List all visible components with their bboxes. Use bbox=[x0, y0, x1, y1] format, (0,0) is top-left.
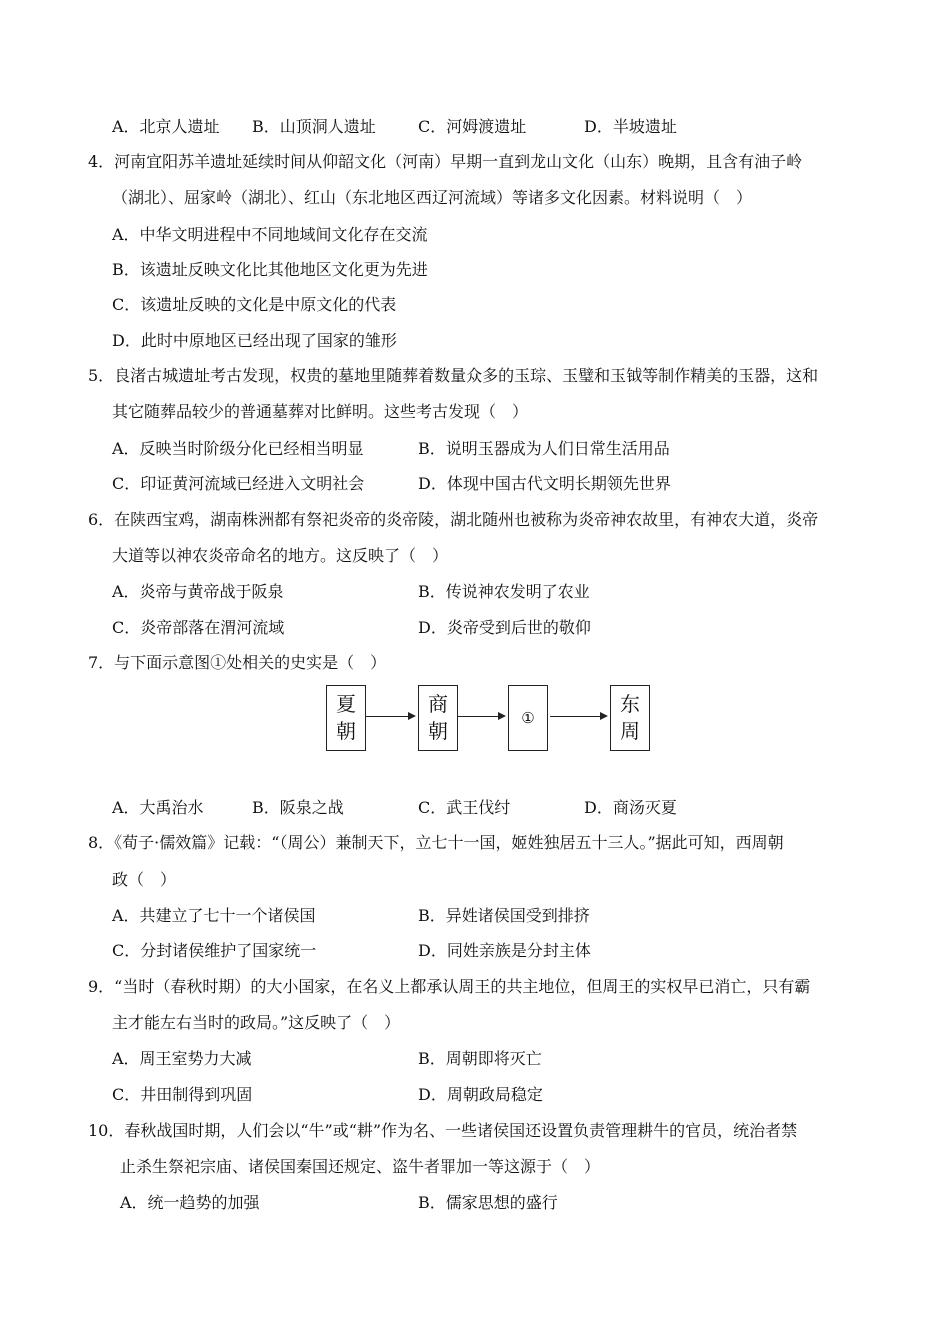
q5-option-c[interactable]: C．印证黄河流域已经进入文明社会 bbox=[112, 474, 365, 493]
q4-stem-line-1: 4．河南宜阳苏羊遗址延续时间从仰韶文化（河南）早期一直到龙山文化（山东）晚期，且含有油子岭 bbox=[88, 152, 803, 171]
q5-option-d[interactable]: D．体现中国古代文明长期领先世界 bbox=[418, 474, 671, 493]
q5-option-b[interactable]: B．说明玉器成为人们日常生活用品 bbox=[418, 439, 670, 458]
q10-option-b[interactable]: B．儒家思想的盛行 bbox=[418, 1193, 558, 1212]
q9-stem-line-2: 主才能左右当时的政局。”这反映了（ ） bbox=[112, 1013, 401, 1032]
q6-option-b[interactable]: B．传说神农发明了农业 bbox=[418, 582, 590, 601]
diagram-arrow-3 bbox=[550, 716, 606, 717]
diagram-box-blank bbox=[508, 685, 548, 751]
q4-option-b[interactable]: B．该遗址反映文化比其他地区文化更为先进 bbox=[112, 260, 428, 279]
q9-option-a[interactable]: A．周王室势力大减 bbox=[112, 1049, 252, 1068]
diagram-box-dongzhou bbox=[610, 685, 650, 751]
diagram-box-dongzhou-top: 东 bbox=[620, 692, 640, 716]
q7-stem: 7．与下面示意图①处相关的史实是（ ） bbox=[88, 653, 387, 672]
diagram-arrow-2 bbox=[458, 716, 504, 717]
q5-stem-line-1: 5．良渚古城遗址考古发现，权贵的墓地里随葬着数量众多的玉琮、玉璧和玉钺等制作精美的玉器，这和 bbox=[88, 366, 819, 385]
q7-option-b[interactable]: B．阪泉之战 bbox=[252, 798, 344, 817]
q6-option-d[interactable]: D．炎帝受到后世的敬仰 bbox=[418, 618, 591, 637]
q7-option-d[interactable]: D．商汤灭夏 bbox=[584, 798, 677, 817]
q8-stem-line-1: 8．《荀子·儒效篇》记载：“（周公）兼制天下，立七十一国，姬姓独居五十三人。”据此可知，西周朝 bbox=[88, 833, 784, 852]
q7-option-c[interactable]: C．武王伐纣 bbox=[418, 798, 511, 817]
q6-option-c[interactable]: C．炎帝部落在渭河流域 bbox=[112, 618, 285, 637]
q8-option-d[interactable]: D．同姓亲族是分封主体 bbox=[418, 941, 591, 960]
q6-stem-line-2: 大道等以神农炎帝命名的地方。这反映了（ ） bbox=[112, 546, 449, 565]
q10-stem-line-2: 止杀生祭祀宗庙、诸侯国秦国还规定、盗牛者罪加一等这源于（ ） bbox=[120, 1157, 601, 1176]
q3-option-d[interactable]: D．半坡遗址 bbox=[584, 117, 677, 136]
diagram-box-dongzhou-bottom: 周 bbox=[620, 719, 640, 743]
diagram-arrow-1 bbox=[366, 716, 414, 717]
q5-stem-line-2: 其它随葬品较少的普通墓葬对比鲜明。这些考古发现（ ） bbox=[112, 402, 529, 421]
q3-option-b[interactable]: B．山顶洞人遗址 bbox=[252, 117, 376, 136]
q9-option-c[interactable]: C．井田制得到巩固 bbox=[112, 1085, 253, 1104]
q4-option-c[interactable]: C．该遗址反映的文化是中原文化的代表 bbox=[112, 295, 397, 314]
q8-stem-line-2: 政（ ） bbox=[112, 870, 177, 889]
q3-option-c[interactable]: C．河姆渡遗址 bbox=[418, 117, 527, 136]
dynasty-flow-diagram bbox=[320, 685, 660, 757]
q9-option-d[interactable]: D．周朝政局稳定 bbox=[418, 1085, 543, 1104]
q4-stem-line-2: （湖北）、屈家岭（湖北）、红山（东北地区西辽河流域）等诸多文化因素。材料说明（ ） bbox=[112, 188, 753, 207]
diagram-box-shang bbox=[418, 685, 458, 751]
diagram-box-blank-label: ① bbox=[521, 708, 535, 727]
diagram-box-xia-bottom: 朝 bbox=[336, 719, 356, 743]
diagram-box-xia bbox=[326, 685, 366, 751]
q7-option-a[interactable]: A．大禹治水 bbox=[112, 798, 204, 817]
diagram-box-shang-top: 商 bbox=[428, 692, 448, 716]
q9-stem-line-1: 9．“当时（春秋时期）的大小国家，在名义上都承认周王的共主地位，但周王的实权早已消亡，只有霸 bbox=[88, 977, 811, 996]
q10-stem-line-1: 10．春秋战国时期，人们会以“牛”或“耕”作为名、一些诸侯国还设置负责管理耕牛的官员，统治者禁 bbox=[88, 1121, 798, 1140]
q3-option-a[interactable]: A．北京人遗址 bbox=[112, 117, 220, 136]
q6-option-a[interactable]: A．炎帝与黄帝战于阪泉 bbox=[112, 582, 284, 601]
q4-option-d[interactable]: D．此时中原地区已经出现了国家的雏形 bbox=[112, 331, 397, 350]
q8-option-a[interactable]: A．共建立了七十一个诸侯国 bbox=[112, 906, 316, 925]
q8-option-c[interactable]: C．分封诸侯维护了国家统一 bbox=[112, 941, 317, 960]
q5-option-a[interactable]: A．反映当时阶级分化已经相当明显 bbox=[112, 439, 364, 458]
q6-stem-line-1: 6．在陕西宝鸡，湖南株洲都有祭祀炎帝的炎帝陵，湖北随州也被称为炎帝神农故里，有神农大道，炎帝 bbox=[88, 510, 819, 529]
diagram-box-shang-bottom: 朝 bbox=[428, 719, 448, 743]
q8-option-b[interactable]: B．异姓诸侯国受到排挤 bbox=[418, 906, 590, 925]
diagram-box-xia-top: 夏 bbox=[336, 692, 356, 716]
q9-option-b[interactable]: B．周朝即将灭亡 bbox=[418, 1049, 542, 1068]
q10-option-a[interactable]: A．统一趋势的加强 bbox=[120, 1193, 260, 1212]
q4-option-a[interactable]: A．中华文明进程中不同地域间文化存在交流 bbox=[112, 225, 428, 244]
